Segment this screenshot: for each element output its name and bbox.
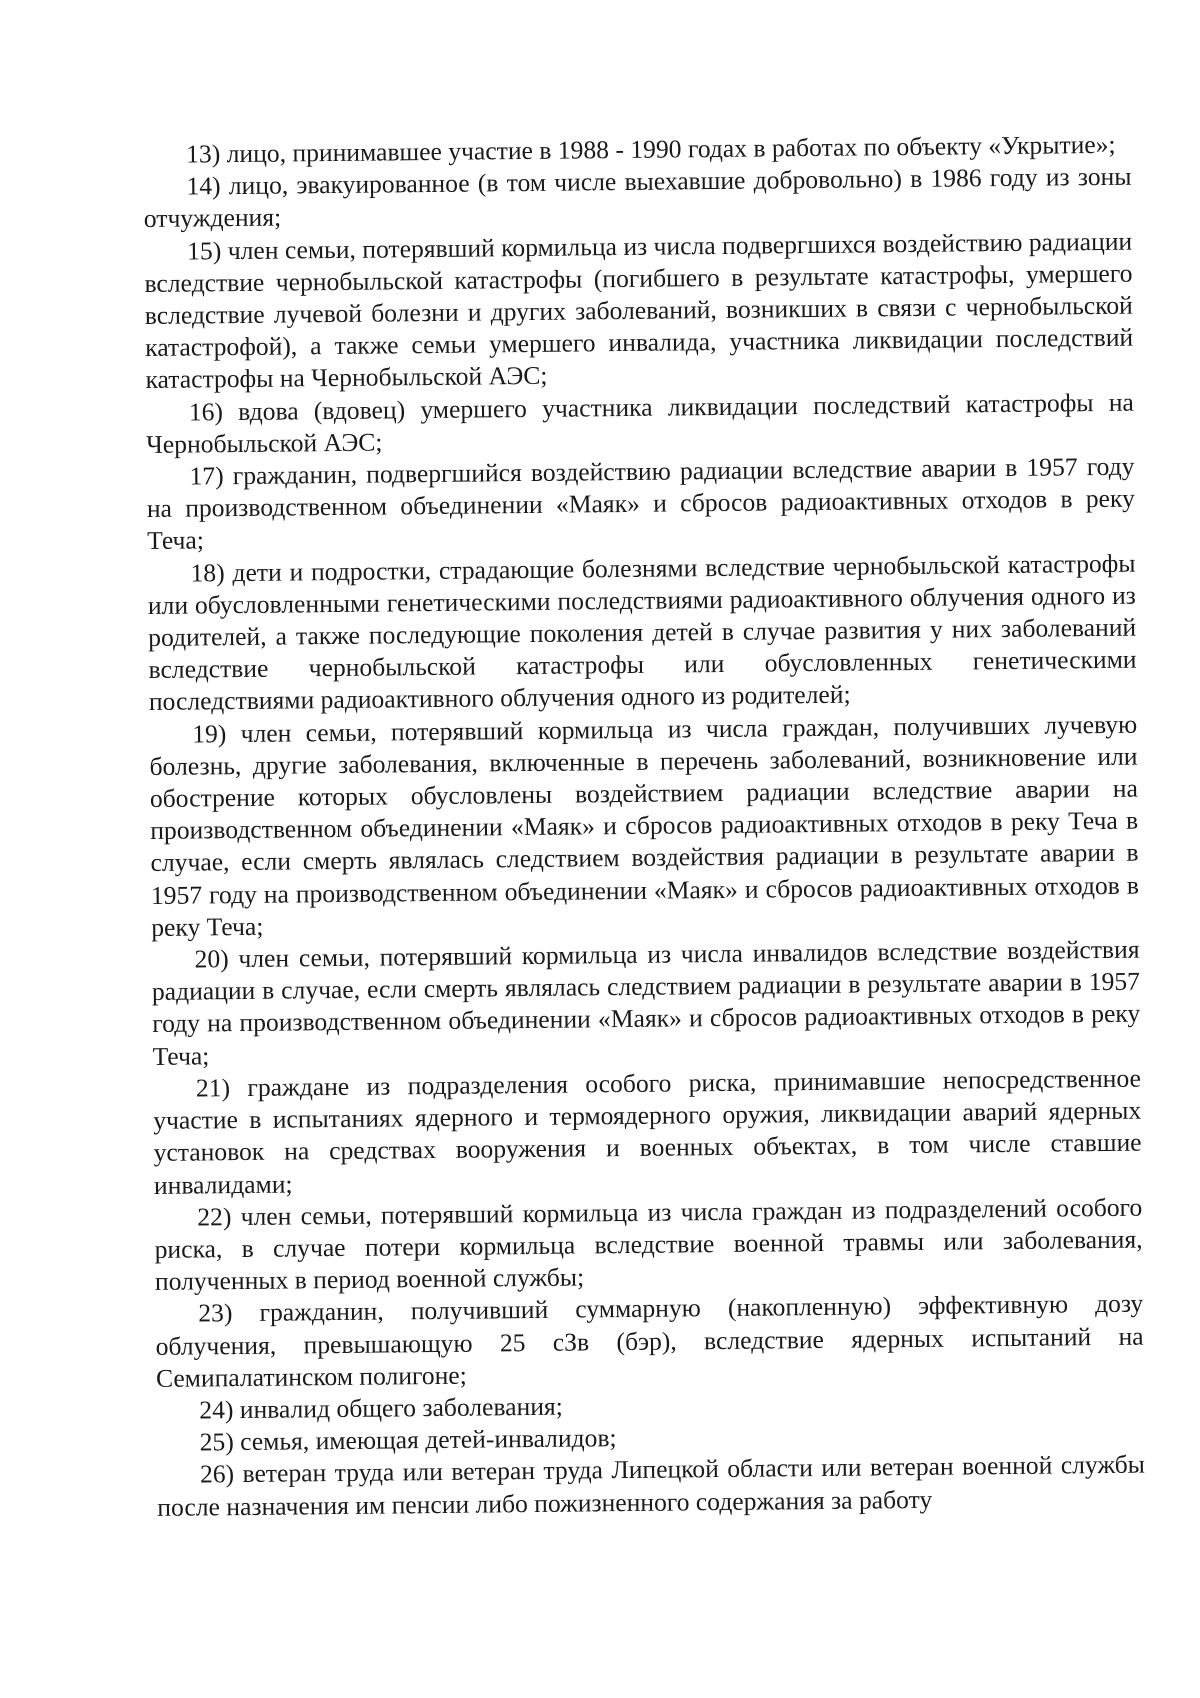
list-item-23: 23) гражданин, получивший суммарную (накопленную) эффективную дозу облучения, превышающую 25 сЗв (бэр), вследствие ядерных испытаний на Семипалатинском полигоне; [155, 1288, 1144, 1393]
list-item-15: 15) член семьи, потерявший кормильца из числа подвергшихся воздействию радиации вследствие чернобыльской катастрофы (погибшего в результате катастрофы, умершего вследствие лучевой болезни и других заболеваний, возникших в связи с чернобыльской катастрофой), а также семьи умершего инвалида, участника ликвидации последствий катастрофы на Чернобыльской АЭС; [144, 226, 1134, 395]
list-item-17: 17) гражданин, подвергшийся воздействию радиации вследствие аварии в 1957 году на производственном объединении «Маяк» и сбросов радиоактивных отходов в реку Теча; [146, 451, 1135, 556]
document-body [143, 129, 1145, 1524]
list-item-14: 14) лицо, эвакуированное (в том числе выехавшие добровольно) в 1986 году из зоны отчуждения; [143, 161, 1132, 234]
list-item-18: 18) дети и подростки, страдающие болезнями вследствие чернобыльской катастрофы или обусловленными генетическими последствиями радиоактивного облучения одного из родителей, а также последующие поколения детей в случае развития у них заболеваний вследствие чернобыльской катастрофы или обусловленных генетическими последствиями радиоактивного облучения одного из родителей; [147, 548, 1137, 717]
list-item-26: 26) ветеран труда или ветеран труда Липецкой области или ветеран военной службы после назначения им пенсии либо пожизненного содержания за работу [157, 1449, 1146, 1522]
list-item-16: 16) вдова (вдовец) умершего участника ликвидации последствий катастрофы на Чернобыльской АЭС; [146, 387, 1134, 459]
list-item-25: 25) семья, имеющая детей-инвалидов; [199, 1423, 617, 1457]
list-item-20: 20) член семьи, потерявший кормильца из числа инвалидов вследствие воздействия радиации в случае, если смерть являлась следствием радиации в результате аварии в 1957 году на производственном объединении «Маяк» и сбросов радиоактивных отходов в реку Теча; [151, 934, 1141, 1071]
list-item-21: 21) граждане из подразделения особого риска, принимавшие непосредственное участие в испытаниях ядерного и термоядерного оружия, ликвидации аварий ядерных установок на средствах вооружения и военных объектах, в том числе ставшие инвалидами; [153, 1063, 1142, 1200]
list-item-13: 13) лицо, принимавшее участие в 1988 - 1990 годах в работах по объекту «Укрытие»; [186, 129, 1116, 169]
list-item-24: 24) инвалид общего заболевания; [199, 1391, 563, 1425]
list-item-19: 19) член семьи, потерявший кормильца из числа граждан, получивших лучевую болезнь, другие заболевания, включенные в перечень заболеваний, возникновение или обострение которых обусловлены воздействием радиации вследствие аварии на производственном объединении «Маяк» и сбросов радиоактивных отходов в реку Теча в случае, если смерть являлась следствием воздействия радиации в результате аварии в 1957 году на производственном объединении «Маяк» и сбросов радиоактивных отходов в реку Теча; [149, 709, 1140, 942]
list-item-22: 22) член семьи, потерявший кормильца из числа граждан из подразделений особого риска, в случае потери кормильца вследствие военной травмы или заболевания, полученных в период военной службы; [154, 1192, 1143, 1297]
